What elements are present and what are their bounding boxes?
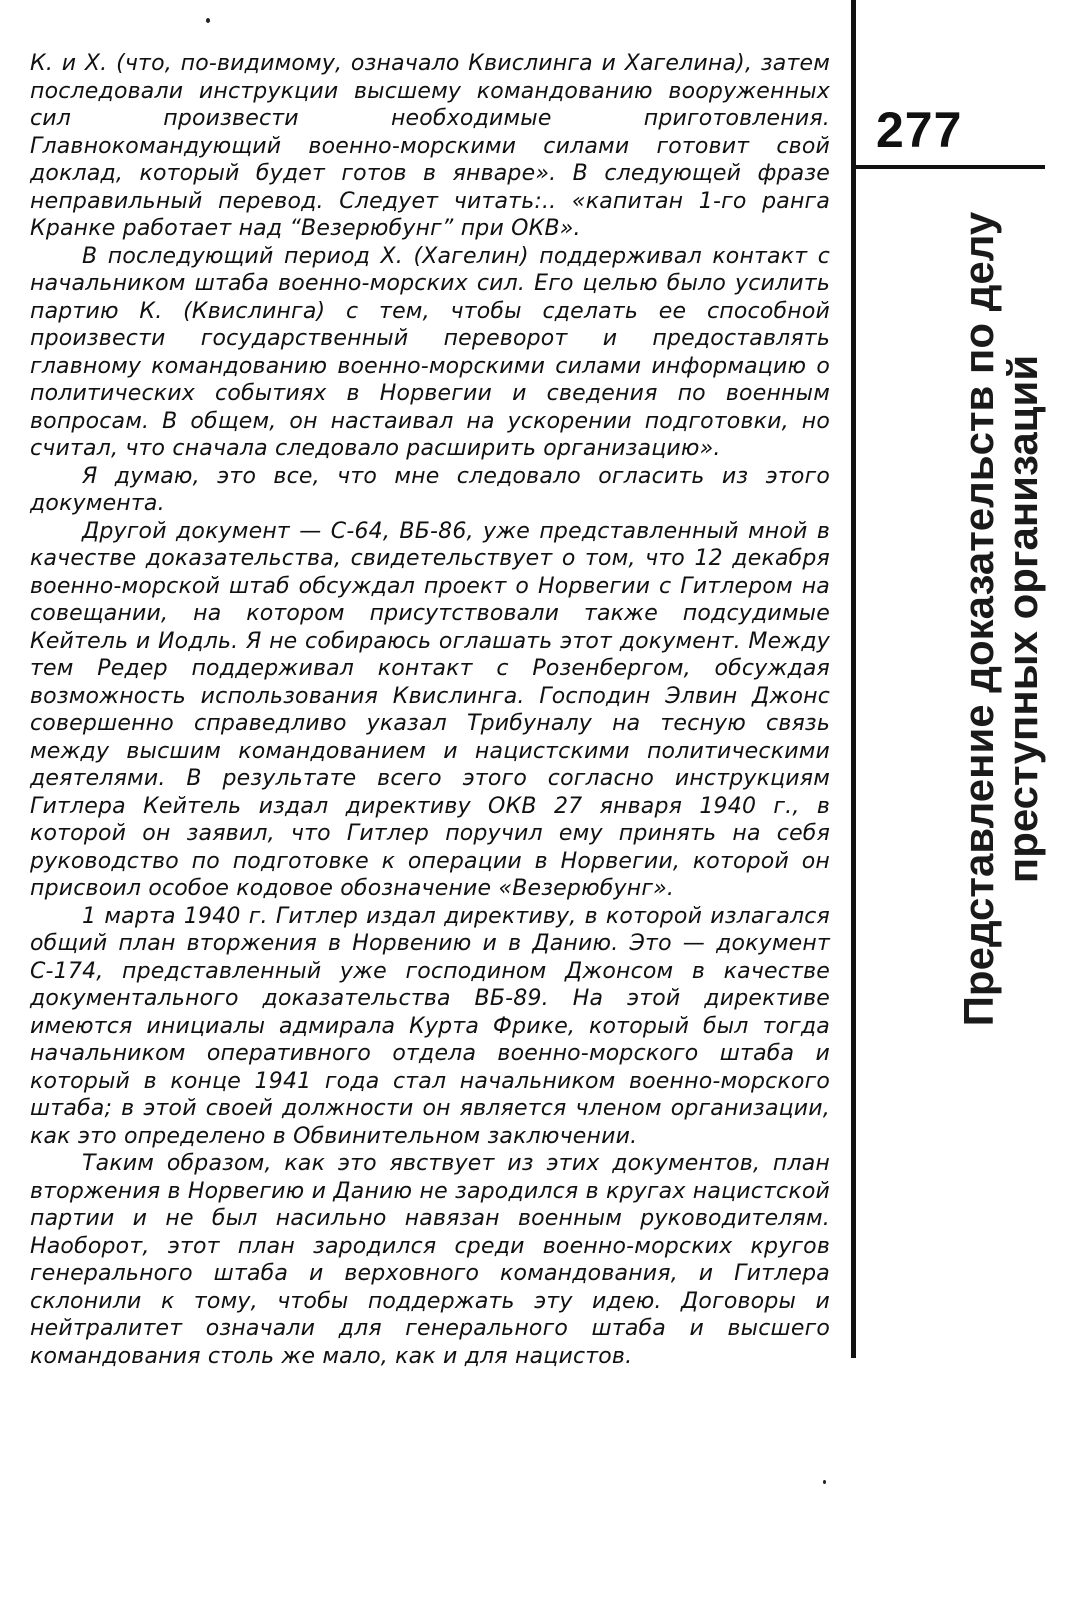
running-head [957,174,1053,1064]
margin-rule-vertical [851,0,856,1358]
paragraph: В последующий период Х. (Хагелин) поддерживал контакт с начальником штаба военно-морских сил. Его целью было усилить партию К. (Квислинга) с тем, чтобы сделать ее способной произвести государственный переворот и предоставлять главному командованию военно-морскими силами информацию о политических событиях в Норвегии и сведения по военным вопросам. В общем, он настаивал на ускорении подготовки, но считал, что сначала следовало расширить организацию». [30,243,830,461]
print-speck [206,18,210,23]
paragraph: Другой документ — С-64, ВБ-86, уже представленный мной в качестве доказательства, свидетельствует о том, что 12 декабря военно-морской штаб обсуждал проект о Норвегии с Гитлером на совещании, на котором присутствовали также подсудимые Кейтель и Иодль. Я не собираюсь оглашать этот документ. Между тем Редер поддерживал контакт с Розенбергом, обсуждая возможность использования Квислинга. Господин Элвин Джонс совершенно справедливо указал Трибуналу на тесную связь между высшим командованием и нацистскими политическими деятелями. В результате всего этого согласно инструкциям Гитлера Кейтель издал директиву ОКВ 27 января 1940 г., в которой он заявил, что Гитлер поручил ему принять на себя руководство по подготовке к операции в Норвегии, которой он присвоил особое кодовое обозначение «Везерюбунг». [30,518,830,901]
paragraph: Я думаю, это все, что мне следовало огласить из этого документа. [30,463,830,516]
margin-rule-horizontal [851,165,1045,169]
paragraph: Таким образом, как это явствует из этих документов, план вторжения в Норвегию и Данию не зародился в кругах нацистской партии и не был насильно навязан военным руководителям. Наоборот, этот план зародился среди военно-морских кругов генерального штаба и верховного командования, и Гитлера склонили к тому, чтобы поддержать эту идею. Договоры и нейтралитет означали для генерального штаба и высшего командования столь же мало, как и для нацистов. [30,1151,830,1369]
print-speck [823,1480,826,1484]
page-number: 277 [876,102,963,158]
body-text [30,50,830,1370]
paragraph-continued: К. и Х. (что, по-видимому, означало Квислинга и Хагелина), затем последовали инструкции высшему командованию вооруженных сил произвести необходимые приготовления. Главнокомандующий военно-морскими силами готовит свой доклад, который будет готов в январе». В следующей фразе неправильный перевод. Следует читать:.. «капитан 1-го ранга Кранке работает над “Везерюбунг” при ОКВ». [30,51,830,241]
running-head-line1: Представление доказательств по делу [955,211,1002,1027]
paragraph: 1 марта 1940 г. Гитлер издал директиву, в которой излагался общий план вторжения в Норвению и в Данию. Это — документ С-174, представленный уже господином Джонсом в качестве документального доказательства ВБ-89. На этой директиве имеются инициалы адмирала Курта Фрике, который был тогда начальником оперативного отдела военно-морского штаба и который в конце 1941 года стал начальником военно-морского штаба; в этой своей должности он является членом организации, как это определено в Обвинительном заключении. [30,903,830,1149]
running-head-line2: преступных организаций [999,354,1046,884]
